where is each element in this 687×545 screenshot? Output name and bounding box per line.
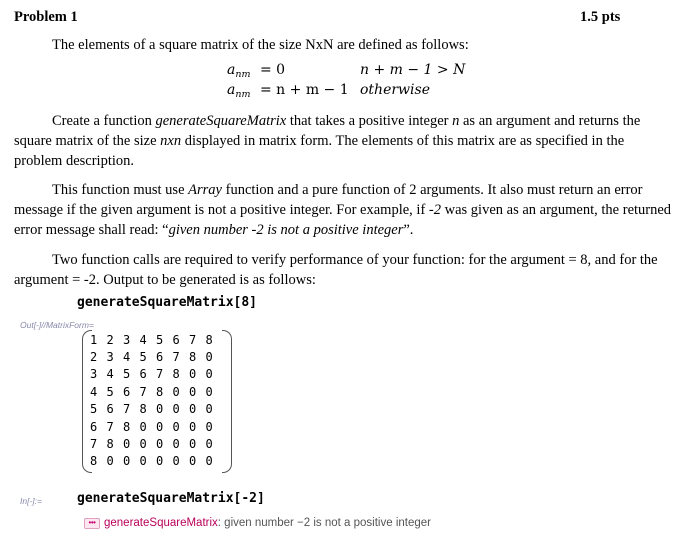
matrix-cell: 8: [123, 419, 131, 434]
matrix-cell: 0: [106, 454, 114, 469]
matrix-cell: 8: [205, 332, 213, 347]
matrix-cell: 6: [156, 350, 164, 365]
matrix-cell: 7: [172, 350, 180, 365]
matrix-cell: 0: [172, 402, 180, 417]
matrix-cell: 0: [156, 402, 164, 417]
matrix-cell: 0: [189, 367, 197, 382]
matrix-cell: 0: [205, 367, 213, 382]
matrix-cell: 0: [205, 384, 213, 399]
matrix-cell: 5: [156, 332, 164, 347]
matrix-cell: 0: [189, 437, 197, 452]
formula-row-1-condition: n + m − 1 > N: [360, 62, 466, 78]
input-code-1[interactable]: generateSquareMatrix[8]: [77, 295, 258, 310]
matrix-cell: 0: [189, 419, 197, 434]
points-label: 1.5 pts: [580, 9, 621, 25]
input-label: In[-]:=: [20, 496, 42, 506]
matrix-cell: 4: [106, 367, 114, 382]
matrix-cell: 8: [156, 384, 164, 399]
matrix-cell: 8: [189, 350, 197, 365]
matrix-cell: 0: [172, 437, 180, 452]
matrix-cell: 0: [139, 419, 147, 434]
matrix-cell: 6: [139, 367, 147, 382]
matrix-cell: 0: [189, 384, 197, 399]
right-paren: [222, 330, 232, 473]
matrix-cell: 3: [123, 332, 131, 347]
matrix-cell: 6: [172, 332, 180, 347]
paragraph-task: Create a function generateSquareMatrix that takes a positive integer n as an argument and returns the square matrix of the size nxn displayed in matrix form. The elements of this matrix are as specified in the problem description.: [14, 113, 641, 169]
problem-title: Problem 1: [14, 9, 78, 25]
matrix-cell: 0: [172, 454, 180, 469]
matrix-cell: 0: [205, 402, 213, 417]
matrix-row: [90, 348, 222, 365]
formula-row-1-rhs: = 0: [260, 62, 286, 78]
matrix-cell: 4: [123, 350, 131, 365]
matrix-cell: 0: [205, 419, 213, 434]
input-code-2[interactable]: generateSquareMatrix[-2]: [77, 491, 265, 506]
matrix-cell: 8: [139, 402, 147, 417]
matrix-cell: 6: [90, 419, 98, 434]
matrix-table: [90, 331, 222, 470]
matrix-cell: 0: [205, 454, 213, 469]
matrix-cell: 2: [90, 350, 98, 365]
matrix-cell: 0: [123, 454, 131, 469]
matrix-cell: 8: [172, 367, 180, 382]
matrix-cell: 5: [106, 384, 114, 399]
matrix-row: [90, 435, 222, 452]
formula-row-2-condition: otherwise: [360, 82, 430, 98]
matrix-cell: 0: [156, 454, 164, 469]
matrix-cell: 7: [189, 332, 197, 347]
matrix-cell: 5: [90, 402, 98, 417]
matrix-cell: 0: [189, 402, 197, 417]
matrix-row: [90, 383, 222, 400]
matrix-cell: 3: [90, 367, 98, 382]
matrix-cell: 0: [205, 437, 213, 452]
matrix-cell: 3: [106, 350, 114, 365]
formula-row-1-lhs: $a_{nm}$: [227, 62, 251, 80]
matrix-cell: 7: [106, 419, 114, 434]
matrix-cell: 0: [139, 454, 147, 469]
matrix-cell: 8: [90, 454, 98, 469]
matrix-cell: 7: [123, 402, 131, 417]
matrix-row: [90, 453, 222, 470]
matrix-cell: 0: [156, 419, 164, 434]
matrix-row: [90, 418, 222, 435]
matrix-row: [90, 401, 222, 418]
matrix-cell: 0: [172, 419, 180, 434]
matrix-cell: 2: [106, 332, 114, 347]
matrix-cell: 4: [139, 332, 147, 347]
matrix-row: [90, 366, 222, 383]
matrix-cell: 0: [139, 437, 147, 452]
matrix-cell: 6: [123, 384, 131, 399]
matrix-row: [90, 331, 222, 348]
error-message: [84, 517, 431, 529]
intro-text: The elements of a square matrix of the size NxN are defined as follows:: [52, 37, 469, 53]
message-function-name: generateSquareMatrix: [104, 517, 218, 529]
output-label: Out[-]//MatrixForm=: [20, 320, 94, 330]
matrix-cell: 0: [205, 350, 213, 365]
message-menu-icon[interactable]: •••: [84, 518, 100, 529]
matrix-cell: 8: [106, 437, 114, 452]
paragraph-requirements: This function must use Array function and a pure function of 2 arguments. It also must return an error message if the given argument is not a positive integer. For example, if -2 was given as an argument, the returned error message shall read: “given number -2 is not a positive integer”.: [14, 182, 672, 238]
matrix-cell: 5: [123, 367, 131, 382]
matrix-cell: 7: [90, 437, 98, 452]
matrix-output: [82, 330, 232, 471]
matrix-cell: 7: [139, 384, 147, 399]
matrix-cell: 4: [90, 384, 98, 399]
matrix-cell: 6: [106, 402, 114, 417]
matrix-cell: 7: [156, 367, 164, 382]
matrix-cell: 1: [90, 332, 98, 347]
message-text: : given number −2 is not a positive integer: [217, 517, 431, 529]
formula-row-2-rhs: = n + m − 1: [260, 82, 349, 98]
matrix-cell: 0: [189, 454, 197, 469]
matrix-cell: 5: [139, 350, 147, 365]
matrix-cell: 0: [172, 384, 180, 399]
matrix-cell: 0: [156, 437, 164, 452]
matrix-cell: 0: [123, 437, 131, 452]
formula-row-2-lhs: $a_{nm}$: [227, 82, 251, 100]
paragraph-verification: Two function calls are required to verify performance of your function: for the argument = 8, and for the argument = -2. Output to be generated is as follows:: [14, 252, 658, 288]
